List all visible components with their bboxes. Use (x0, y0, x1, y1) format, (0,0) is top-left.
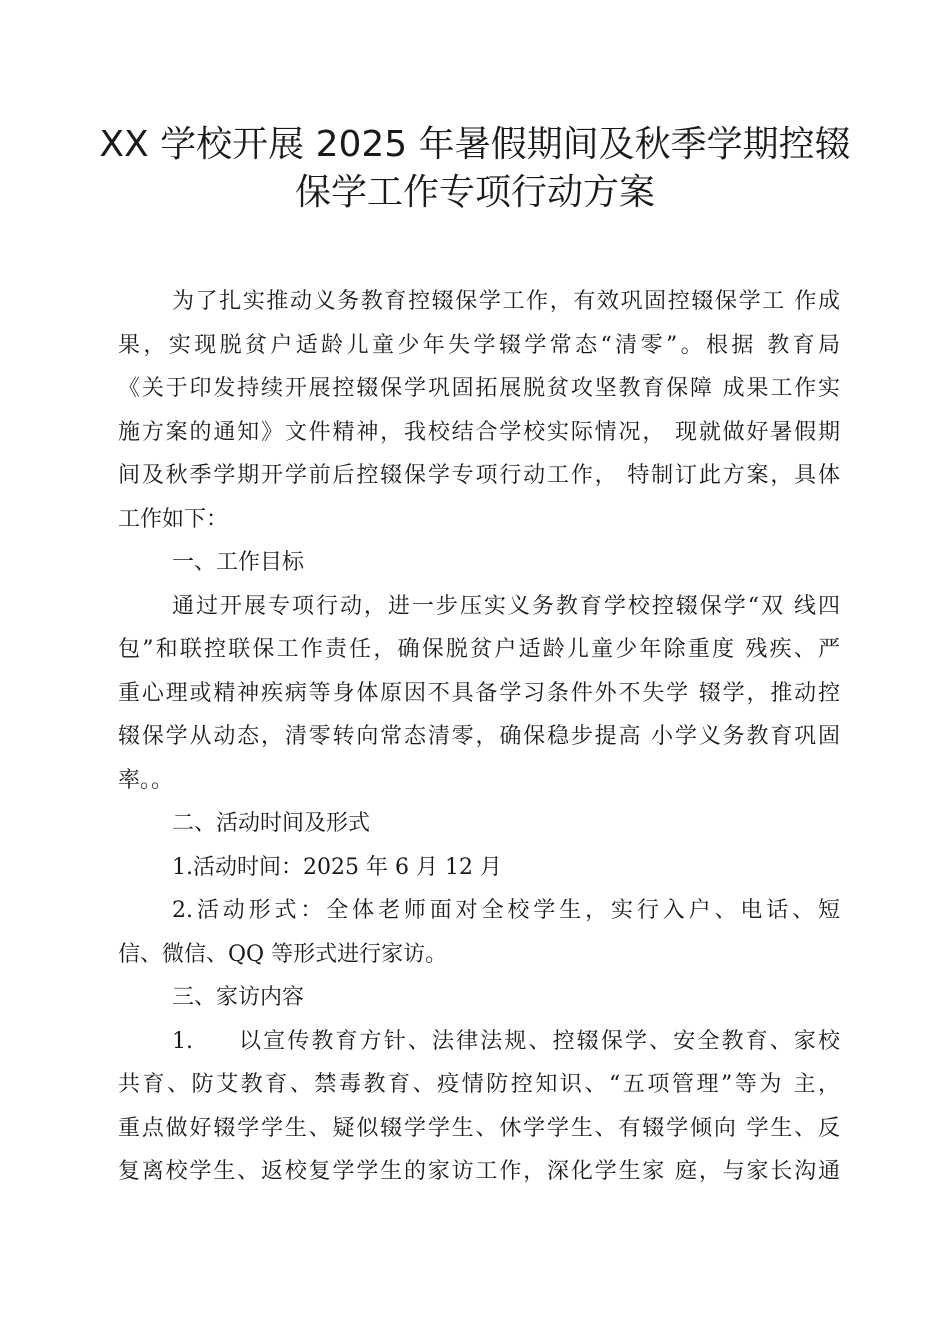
document-body (118, 280, 840, 1194)
visit-item-1-line: 复离校学生、返校复学学生的家访工作，深化学生家 庭，与家长沟通 (118, 1159, 840, 1184)
visit-item-1-line: 共育、防艾教育、禁毒教育、疫情防控知识、“五项管理”等为 主， (118, 1072, 840, 1097)
document-title-line-2: 保学工作专项行动方案 (294, 172, 655, 213)
section1-line: 辍保学从动态，清零转向常态清零，确保稳步提高 小学义务教育巩固 (118, 724, 840, 749)
item-spacer (193, 1020, 239, 1064)
intro-line: 间及秋季学期开学前后控辍保学专项行动工作， 特制订此方案，具体 (118, 463, 840, 488)
section1-line: 重心理或精神疾病等身体原因不具备学习条件外不失学 辍学，推动控 (118, 680, 840, 706)
section1-line: 通过开展专项行动，进一步压实义务教育学校控辍保学“双 线四 (172, 593, 840, 619)
document-title-line-1: XX 学校开展 2025 年暑假期间及秋季学期控辍 (99, 124, 851, 165)
activity-form-line: 信、微信、QQ 等形式进行家访。 (118, 941, 448, 967)
visit-item-1-number: 1. (172, 1028, 193, 1054)
visit-item-1-first-line (118, 1020, 840, 1064)
intro-line: 《关于印发持续开展控辍保学巩固拓展脱贫攻坚教育保障 成果工作实 (118, 376, 840, 401)
section-heading-goals: 一、工作目标 (172, 550, 305, 575)
section-heading-time-form: 二、活动时间及形式 (172, 811, 371, 836)
section-heading-visit-content: 三、家访内容 (172, 985, 305, 1010)
intro-line: 为了扎实推动义务教育控辍保学工作，有效巩固控辍保学工 作成 (172, 289, 840, 314)
visit-item-1-line: 重点做好辍学学生、疑似辍学学生、休学学生、有辍学倾向 学生、反 (118, 1115, 840, 1141)
activity-time: 1.活动时间：2025 年 6 月 12 月 (172, 854, 502, 880)
activity-form-line: 2.活动形式：全体老师面对全校学生，实行入户、电话、短 (172, 898, 840, 923)
section1-line: 包”和联控联保工作责任，确保脱贫户适龄儿童少年除重度 残疾、严 (118, 637, 840, 662)
intro-line: 果，实现脱贫户适龄儿童少年失学辍学常态“清零”。根据 教育局 (118, 332, 840, 358)
intro-line: 施方案的通知》文件精神，我校结合学校实际情况， 现就做好暑假期 (118, 419, 840, 445)
visit-item-1-text: 以宣传教育方针、法律法规、控辍保学、安全教育、家校 (239, 1028, 840, 1054)
section1-line: 率。。 (118, 767, 174, 793)
intro-line: 工作如下： (118, 506, 229, 532)
